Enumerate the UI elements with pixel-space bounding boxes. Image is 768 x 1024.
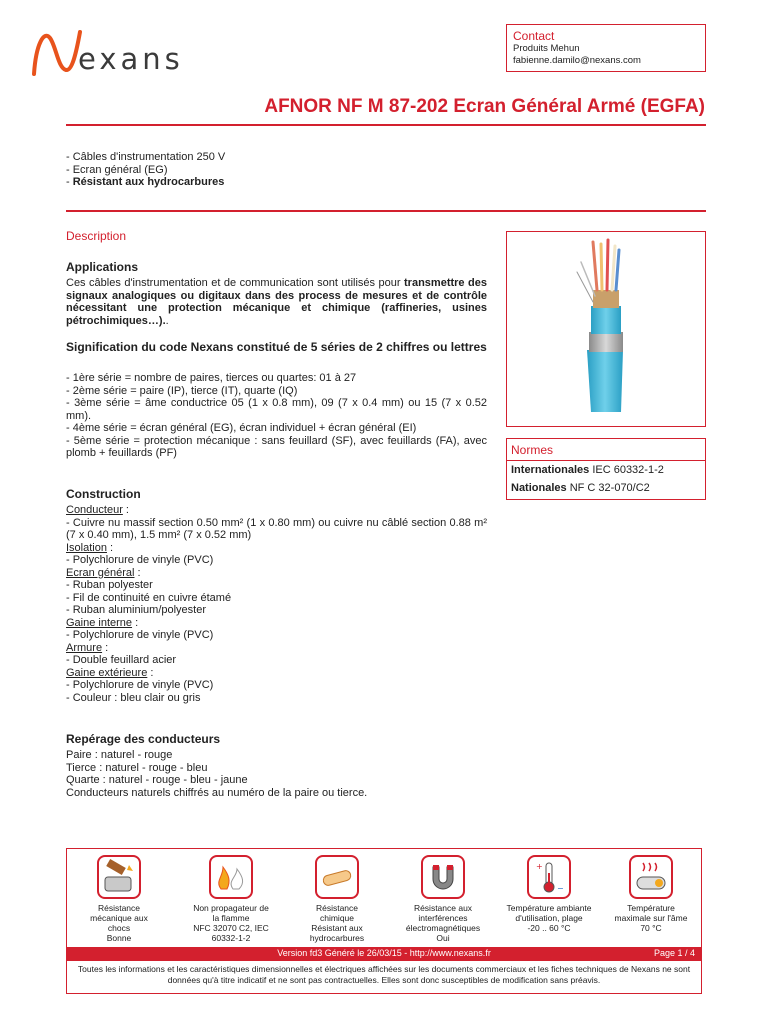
normes-row-internationales: Internationales IEC 60332-1-2 — [511, 464, 664, 476]
nexans-logo — [28, 24, 228, 84]
code-line: - 2ème série = paire (IP), tierce (IT), quarte (IQ) — [66, 384, 298, 397]
title-divider — [66, 124, 706, 126]
applications-highlight: transmettre des signaux analogiques ou digitaux dans des process de mesures et de contrôle nécessitant une protection mécanique et chimique (raffineries, usines pétrochimiques…). — [66, 277, 487, 327]
isolation-line: - Polychlorure de vinyle (PVC) — [66, 554, 214, 566]
feature-highlight: Résistant aux hydrocarbures — [72, 176, 225, 188]
reperage-line: Quarte : naturel - rouge - bleu - jaune — [66, 774, 248, 786]
isolation-label: Isolation : — [66, 541, 114, 554]
normes-title: Normes — [511, 443, 554, 457]
flame-icon — [209, 855, 253, 899]
gaine-exterieure-label: Gaine extérieure : — [66, 666, 154, 679]
property-temp-max: Température maximale sur l'âme 70 °C — [601, 849, 701, 933]
code-heading: Signification du code Nexans constitué de 5 séries de 2 chiffres ou lettres — [66, 340, 487, 354]
page-number: Page 1 / 4 — [653, 948, 695, 958]
code-list — [66, 372, 487, 460]
chemical-resistance-icon — [315, 855, 359, 899]
features-divider — [66, 210, 706, 212]
contact-title: Contact — [513, 29, 555, 43]
footer-disclaimer: Toutes les informations et les caractéristiques dimensionnelles et électriques affichées sur les documents commerciaux et les fiches techniques de Nexans ne sont données qu'à titre indicatif et ne sont pas contractuelles. Elles sont donc susceptibles de modification sans préavis. — [77, 964, 691, 985]
footer-version-bar — [67, 947, 701, 961]
hammer-impact-icon — [97, 855, 141, 899]
conducteur-label: Conducteur : — [66, 504, 129, 516]
feature-item: - Résistant aux hydrocarbures — [66, 176, 225, 188]
svg-text:−: − — [557, 884, 564, 893]
magnet-icon — [421, 855, 465, 899]
footer-version: Version fd3 Généré le 26/03/15 - http://www.nexans.fr — [277, 948, 491, 958]
ecran-label: Ecran général : — [66, 566, 141, 579]
construction-heading: Construction — [66, 487, 141, 501]
ecran-line: - Fil de continuité en cuivre étamé — [66, 591, 232, 604]
normes-row-nationales: Nationales NF C 32-070/C2 — [511, 482, 650, 494]
ecran-line: - Ruban polyester — [66, 579, 153, 591]
code-line: - 4ème série = écran général (EG), écran individuel + écran général (EI) — [66, 422, 417, 434]
normes-box — [506, 438, 706, 500]
ecran-line: - Ruban aluminium/polyester — [66, 604, 207, 616]
contact-email[interactable]: fabienne.damilo@nexans.com — [513, 55, 641, 66]
cable-product-image — [507, 232, 705, 426]
code-line: - 3ème série = âme conductrice 05 (1 x 0.8 mm), 09 (7 x 0.4 mm) ou 15 (7 x 0.52 mm). — [66, 397, 487, 422]
code-line: - 5ème série = protection mécanique : sans feuillard (SF), avec feuillards (FA), avec plomb + feuillards (PF) — [66, 434, 487, 459]
property-emi: Résistance aux interférences électromagnétiques Oui — [393, 849, 493, 943]
feature-list — [66, 151, 225, 189]
conducteur-line: - Cuivre nu massif section 0.50 mm² (1 x 0.80 mm) ou cuivre nu câblé section 0.88 m² (7 x 0.40 mm), 1.5 mm² (7 x 0.52 mm) — [66, 516, 487, 541]
thermometer-icon — [527, 855, 571, 899]
applications-text: Ces câbles d'instrumentation et de communication sont utilisés pour transmettre des signaux analogiques ou digitaux dans des process de mesures et de contrôle nécessitant une protection mécanique et chimique (raffineries, usines pétrochimiques…).. — [66, 277, 487, 327]
properties-footer — [66, 848, 702, 994]
property-mechanical: Résistance mécanique aux chocs Bonne — [69, 849, 169, 943]
reperage-line: Conducteurs naturels chiffrés au numéro de la paire ou tierce. — [66, 786, 368, 799]
reperage-line: Paire : naturel - rouge — [66, 749, 173, 761]
contact-box — [506, 24, 706, 72]
property-temp-ambient: + − Température ambiante d'utilisation, plage -20 .. 60 °C — [499, 849, 599, 933]
description-label: Description — [66, 229, 127, 243]
applications-heading: Applications — [66, 260, 139, 274]
normes-divider — [507, 460, 705, 461]
reperage-heading: Repérage des conducteurs — [66, 732, 221, 746]
heated-cable-icon — [629, 855, 673, 899]
logo-wordmark: exans — [78, 42, 184, 76]
armure-line: - Double feuillard acier — [66, 654, 177, 666]
reperage-list — [66, 749, 487, 799]
gaine-exterieure-line: - Polychlorure de vinyle (PVC) — [66, 679, 214, 691]
gaine-interne-line: - Polychlorure de vinyle (PVC) — [66, 629, 214, 641]
contact-name: Produits Mehun — [513, 43, 580, 54]
construction-details — [66, 504, 487, 704]
document-title: AFNOR NF M 87-202 Ecran Général Armé (EGFA) — [264, 96, 705, 117]
reperage-line: Tierce : naturel - rouge - bleu — [66, 761, 208, 774]
property-chemical: Résistance chimique Résistant aux hydrocarbures — [287, 849, 387, 943]
gaine-interne-label: Gaine interne : — [66, 616, 139, 629]
gaine-exterieure-line: - Couleur : bleu clair ou gris — [66, 691, 201, 704]
code-line: - 1ère série = nombre de paires, tierces ou quartes: 01 à 27 — [66, 372, 357, 384]
svg-text:+: + — [536, 862, 543, 871]
feature-item: - Câbles d'instrumentation 250 V — [66, 151, 226, 163]
armure-label: Armure : — [66, 641, 109, 654]
property-flame: Non propagateur de la flamme NFC 32070 C2, IEC 60332-1-2 — [181, 849, 281, 943]
feature-item: - Ecran général (EG) — [66, 163, 168, 176]
product-image-box — [506, 231, 706, 427]
